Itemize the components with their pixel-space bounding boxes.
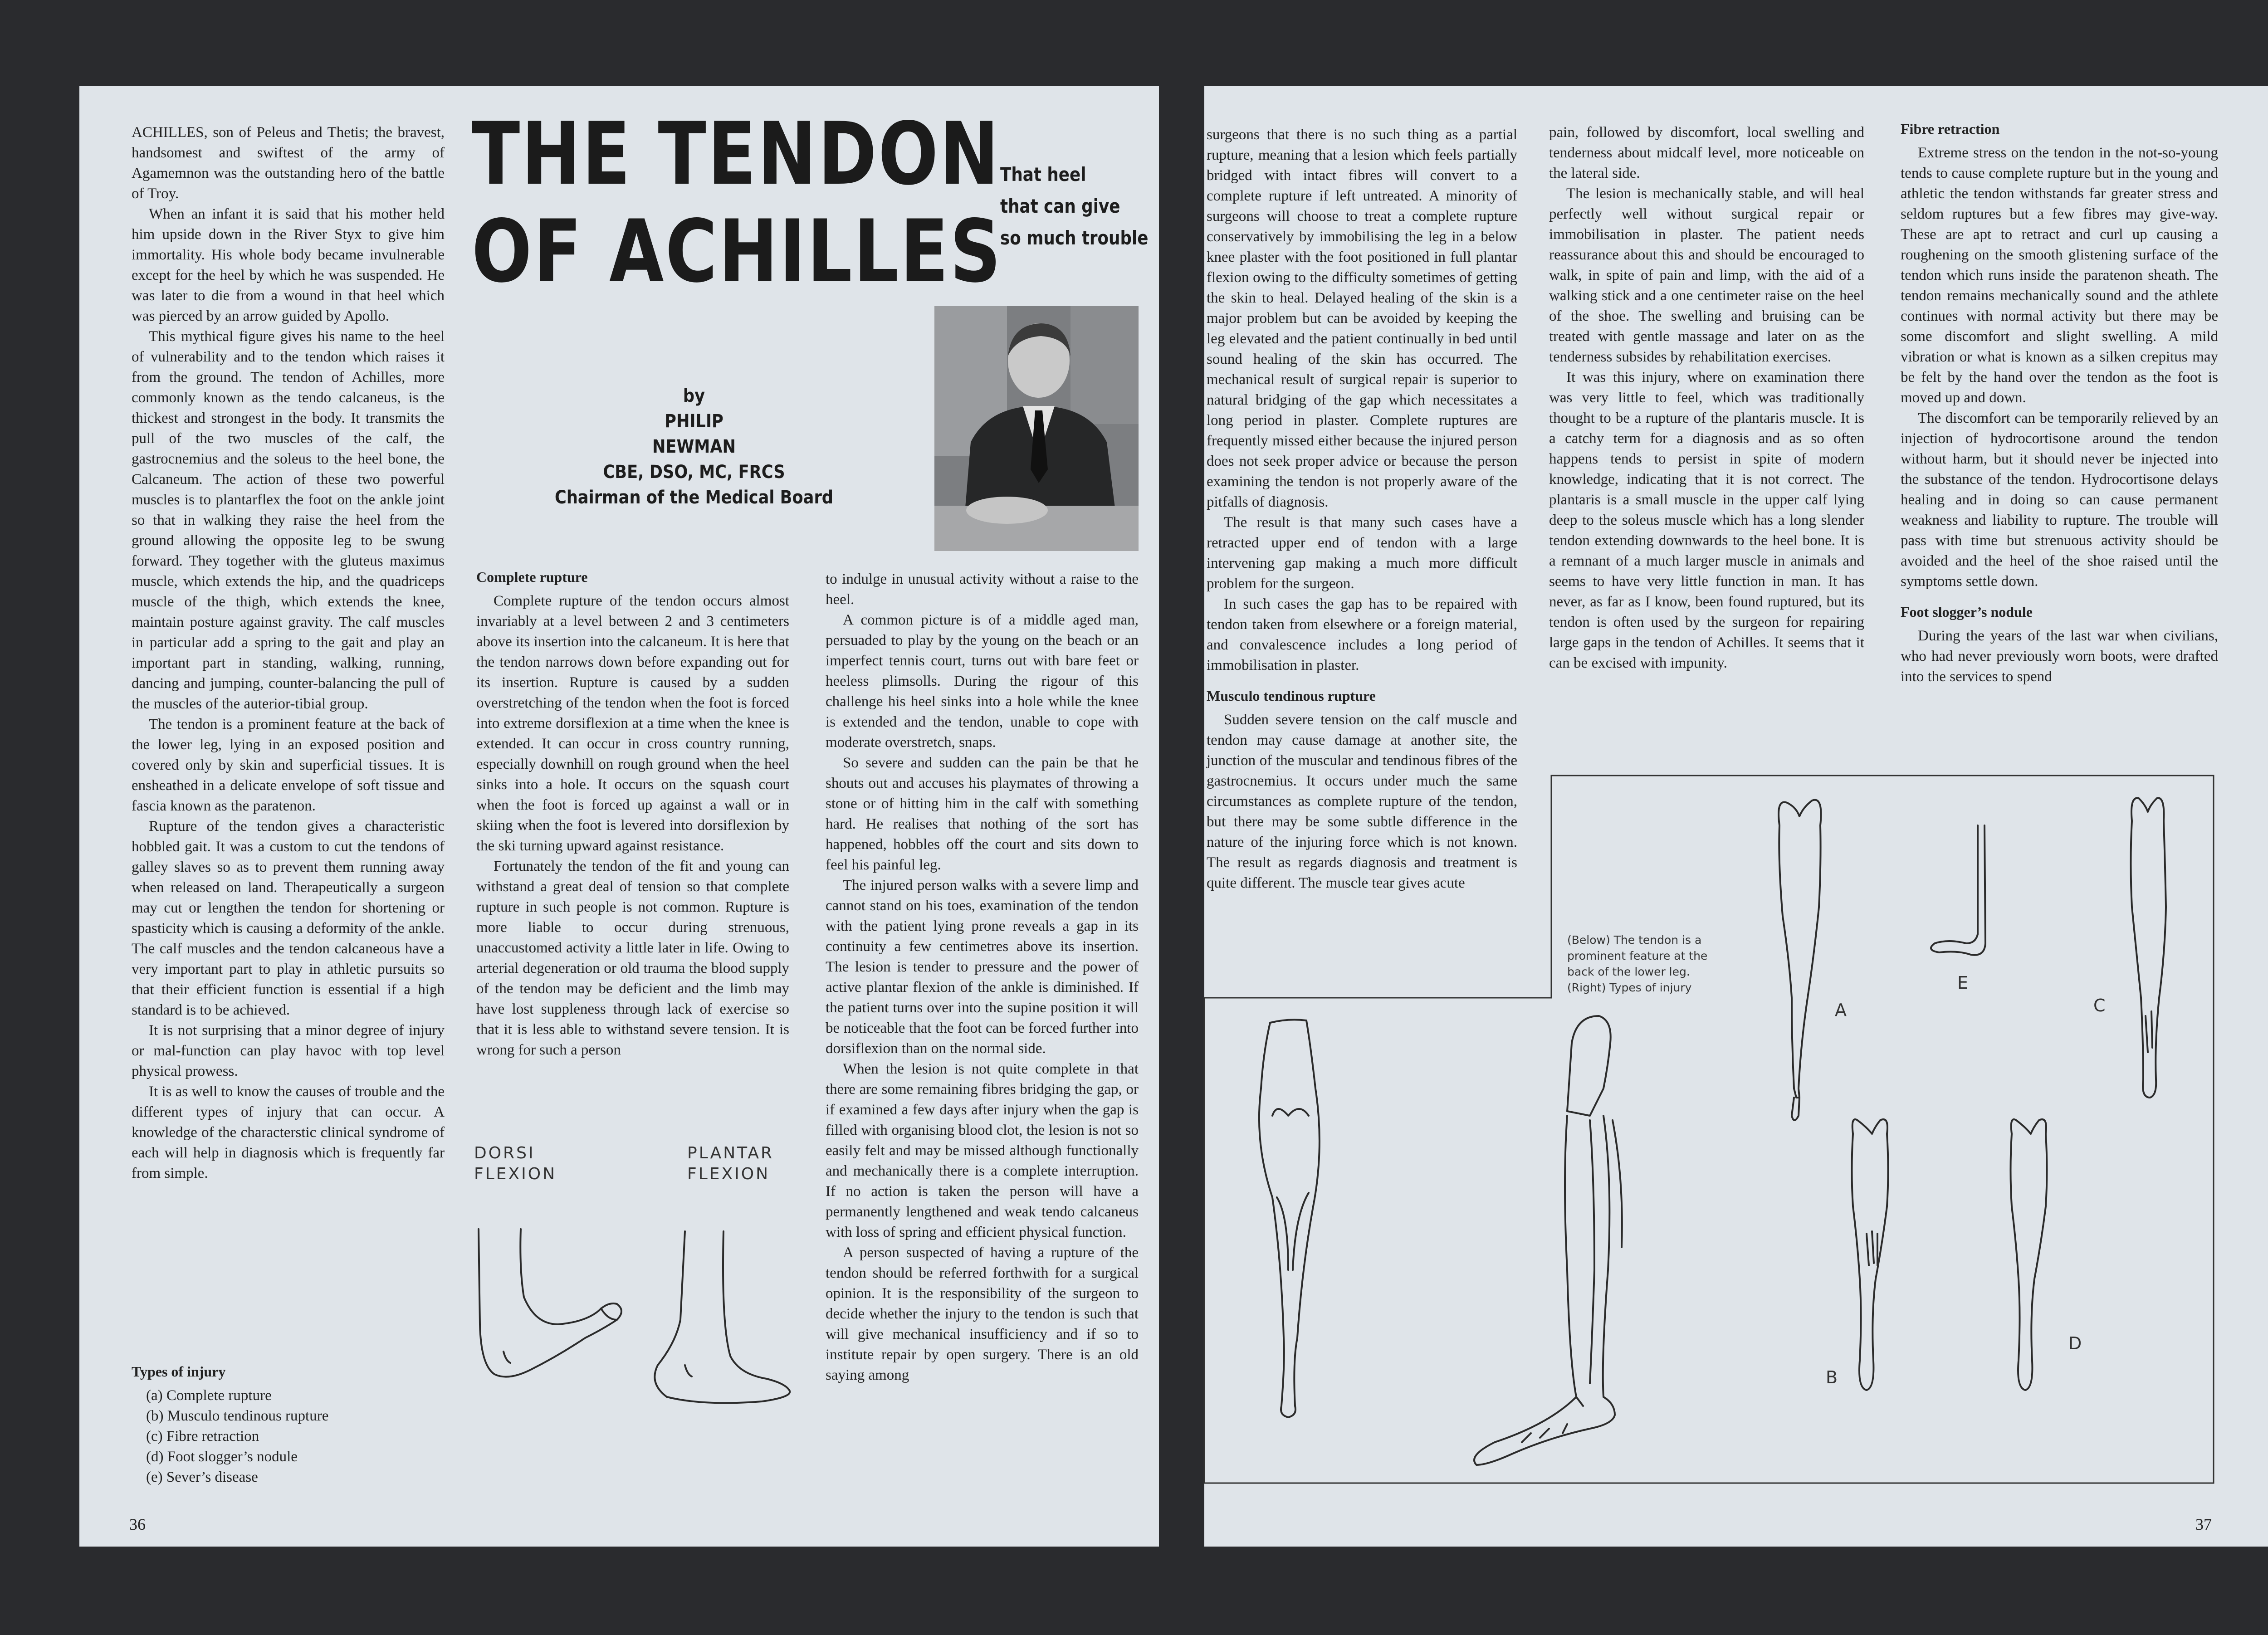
article-title-line1: THE TENDON [472,104,1001,204]
author-role: Chairman of the Medical Board [554,487,833,508]
sketch-label-line: PLANTAR [687,1144,774,1162]
paragraph: It was this injury, where on examination there was very little to feel, which was traditionally thought to be a rupture of the plantaris muscle. It is a catchy term for a diagnosis and as so often happens tends to persist in spite of modern knowledge, indicating that it is not correct. The plantaris is a small muscle in the upper calf lying deep to the soleus muscle which has a long slender tendon extending downwards to the heel bone. It is a remnant of a much larger muscle in animals and seems to have very little function in man. It has never, as far as I know, been found ruptured, but its tendon is often used by the surgeon for repairing large gaps in the tendon of Achilles. It seems that it can be excised with impunity. [1549,369,1864,671]
list-item: (d) Foot slogger’s nodule [146,1449,298,1465]
paragraph: This mythical figure gives his name to the heel of vulnerability and to the tendon which raises it from the ground. The tendon of Achilles, more commonly known as the tendo calcaneus, is the thickest and strongest in the body. It transmits the pull of the two muscles of the calf, the gastrocnemius and the soleus to the heel bone, the Calcaneum. The action of these two powerful muscles is to plantarflex the foot on the ankle joint so that in walking they raise the heel from the ground allowing the opposite leg to be swung forward. They together with the gluteus maximus muscle, which extends the hip, and the quadriceps muscle of the thigh, which extends the knee, maintain posture against gravity. The calf muscles in particular add a spring to the gait and play an important part in standing, walking, running, dancing and jumping, counter-balancing the pull of the muscles of the auterior-tibial group. [132,328,445,712]
author-photo [934,306,1139,551]
figure-label-c: C [2093,996,2106,1015]
paragraph: It is not surprising that a minor degree of injury or mal-function can play havoc with top level physical prowess. [132,1022,445,1079]
paragraph: It is as well to know the causes of trouble and the different types of injury that can occur. A knowledge of the characterstic clinical syndrome of each will help in diagnosis which is frequently far from simple. [132,1083,445,1181]
caption-line: (Below) The tendon is a [1567,933,1702,947]
section-heading: Foot slogger’s nodule [1901,604,2033,620]
leg-drawings [1204,771,2268,1483]
article-subhead [1000,159,1154,254]
left-column-3 [826,569,1139,1386]
paragraph: The discomfort can be temporarily relieved by an injection of hydrocortisone around the tendon without harm, but it should never be injected into the substance of the tendon. Hydrocortisone delays healing and in doing so can cause permanent weakness and liability to rupture. The trouble will pass with time but strenuous activity should be avoided and the heel of the shoe raised until the symptoms settle down. [1901,410,2218,590]
caption-line: (Right) Types of injury [1567,981,1692,994]
paragraph: When an infant it is said that his mother held him upside down in the River Styx to give him immortality. His whole body became invulnerable except for the heel by which he was suspended. He was later to die from a wound in that heel which was pierced by an arrow guided by Apollo. [132,206,445,324]
paragraph: A common picture is of a middle aged man, persuaded to play by the young on the beach or an imperfect tennis court, turns out with bare feet or heeless plimsolls. During the rigour of this challenge his heel sinks into a hole while the knee is extended and the tendon, unable to cope with moderate overstretch, snaps. [826,612,1139,751]
figure-label-e: E [1957,973,1969,993]
sketch-label-line: FLEXION [474,1165,557,1183]
figure-label-b: B [1826,1367,1838,1387]
paragraph: ACHILLES, son of Peleus and Thetis; the bravest, handsomest and swiftest of the army of Agamemnon was the outstanding hero of the battle of Troy. [132,124,445,202]
author-name: NEWMAN [652,436,736,457]
right-column-2 [1549,122,1864,674]
list-item: (b) Musculo tendinous rupture [146,1408,329,1424]
section-heading: Musculo tendinous rupture [1207,688,1376,704]
author-byline [554,383,834,510]
foot-sketch [467,1206,803,1479]
section-heading: Complete rupture [476,569,588,585]
left-column-1 [132,122,445,1184]
paragraph: pain, followed by discomfort, local swelling and tenderness about midcalf level, more noticeable on the lateral side. [1549,124,1864,181]
author-name: PHILIP [665,411,723,432]
subhead-line: so much trouble [1000,227,1149,249]
caption-line: back of the lower leg. [1567,965,1690,978]
section-heading: Fibre retraction [1901,121,2000,137]
byline-by: by [683,386,705,406]
sketch-label-dorsiflexion [474,1143,557,1185]
paragraph: In such cases the gap has to be repaired with tendon taken from elsewhere or a foreign material, and convalescence includes a long period of immobilisation in plaster. [1207,596,1517,674]
types-of-injury [132,1352,445,1488]
paragraph: Rupture of the tendon gives a characteristic hobbled gait. It was a custom to cut the tendons of galley slaves so as to prevent them running away when released on land. Therapeutically a surgeon may cut or lengthen the tendon for shortening or spasticity which is causing a deformity of the ankle. The calf muscles and the tendon calcaneous have a very important part to play in athletic pursuits so that their efficient function is essential if a high standard is to be achieved. [132,818,445,1018]
paragraph: The lesion is mechanically stable, and will heal perfectly well without surgical repair or immobilisation in plaster. The patient needs reassurance about this and should be encouraged to walk, in spite of pain and limp, with the aid of a walking stick and a one centimeter raise on the heel of the shoe. The swelling and bruising can be treated with gentle massage and later on as the tenderness subsides by rehabilitation exercises. [1549,185,1864,365]
paragraph: A person suspected of having a rupture of the tendon should be referred forthwith for a surgical opinion. It is the responsibility of the surgeon to decide whether the injury to the tendon is such that will give mechanical insufficiency and if so to institute repair by open surgery. There is an old saying among [826,1245,1139,1383]
left-column-2 [476,567,789,1060]
list-item: (a) Complete rupture [146,1387,272,1404]
paragraph: Fortunately the tendon of the fit and young can withstand a great deal of tension so that complete rupture in such people is not common. Rupture is more liable to occur during strenuous, unaccustomed activity a little later in life. Owing to arterial degeneration or old trauma the blood supply of the tendon may be deficient and the limb may have lost suppleness through lack of exercise so that it is less able to withstand severe tension. It is wrong for such a person [476,858,789,1058]
sketch-label-plantarflexion [687,1143,774,1185]
page-number-left: 36 [129,1515,146,1533]
article-title-line2: OF ACHILLES [472,201,1002,302]
list-item: (c) Fibre retraction [146,1428,259,1445]
paragraph: During the years of the last war when civilians, who had never previously worn boots, were drafted into the services to spend [1901,628,2218,685]
page-number-right: 37 [2195,1515,2212,1533]
paragraph: to indulge in unusual activity without a raise to the heel. [826,571,1139,608]
author-honours: CBE, DSO, MC, FRCS [603,462,785,483]
paragraph: The result is that many such cases have a retracted upper end of tendon with a large intervening gap making a much more difficult problem for the surgeon. [1207,514,1517,592]
paragraph: Complete rupture of the tendon occurs almost invariably at a level between 2 and 3 centimeters above its insertion into the calcaneum. It is here that the tendon narrows down before expanding out for its insertion. Rupture is caused by a sudden overstretching of the tendon when the foot is forced into extreme dorsiflexion at a time when the knee is extended. It can occur in cross country running, especially downhill on rough ground when the heel sinks into a hole. It occurs on the squash court when the foot is forced up against a wall or in skiing when the foot is levered into dorsiflexion by the ski turning upward against resistance. [476,593,789,854]
paragraph: Extreme stress on the tendon in the not-so-young tends to cause complete rupture but in the young and athletic the tendon withstands far greater stress and seldom ruptures but a few fibres may give-way. These are apt to retract and curl up causing a roughening on the smooth glistening surface of the tendon which runs inside the paratenon sheath. The tendon remains mechanically sound and the athlete continues with normal activity but there may be some discomfort and slight swelling. A mild vibration or what is known as a silken crepitus may be felt by the hand over the tendon as the foot is moved up and down. [1901,145,2218,406]
paragraph: So severe and sudden can the pain be that he shouts out and accuses his playmates of throwing a stone or of hitting him in the calf with something hard. He realises that nothing of the sort has happened, hobbles off the court and sits down to feel his painful leg. [826,755,1139,873]
caption-line: prominent feature at the [1567,949,1708,962]
figure-label-d: D [2068,1333,2082,1353]
list-item: (e) Sever’s disease [146,1469,258,1485]
paragraph: Sudden severe tension on the calf muscle and tendon may cause damage at another site, the junction of the muscular and tendinous fibres of the gastrocnemius. It occurs under much the same circumstances as complete rupture of the tendon, but there may be some subtle difference in the nature of the injuring force which is not known. The result as regards diagnosis and treatment is quite different. The muscle tear gives acute [1207,712,1517,891]
right-column-3 [1901,119,2218,687]
figure-label-a: A [1835,1000,1847,1020]
subhead-line: That heel [1000,163,1086,185]
types-heading: Types of injury [132,1363,226,1380]
subhead-line: that can give [1000,195,1120,217]
paragraph: The tendon is a prominent feature at the back of the lower leg, lying in an exposed position and covered only by skin and superficial tissues. It is ensheathed in a delicate envelope of soft tissue and fascia known as the paratenon. [132,716,445,814]
sketch-label-line: DORSI [474,1144,535,1162]
paragraph: The injured person walks with a severe limp and cannot stand on his toes, examination of the tendon with the patient lying prone reveals a gap in its continuity a few centimetres above its insertion. The lesion is tender to pressure and the power of active plantar flexion of the ankle is diminished. If the patient turns over into the supine position it will be noticeable that the foot can be forced further into dorsiflexion than on the normal side. [826,877,1139,1057]
sketch-label-line: FLEXION [687,1165,770,1183]
paragraph: surgeons that there is no such thing as a partial rupture, meaning that a lesion which feels partially bridged with intact fibres will convert to a complete rupture if left untreated. A minority of surgeons will choose to treat a complete rupture conservatively by immobilising the leg in a below knee plaster with the foot positioned in full plantar flexion owing to the difficulty sometimes of getting the skin to heal. Delayed healing of the skin is a major problem but can be avoided by keeping the leg elevated and the patient continually in bed until sound healing of the skin has occurred. The mechanical result of surgical repair is superior to natural bridging of the gap which necessitates a long period in plaster. Complete ruptures are frequently missed either because the injured person does not seek proper advice or because the person examining the tendon is not properly aware of the pitfalls of diagnosis. [1207,127,1517,510]
paragraph: When the lesion is not quite complete in that there are some remaining fibres bridging the gap, or if examined a few days after injury when the gap is filled with organising blood clot, the lesion is not so easily felt and may be missed although functionally and mechanically there is a complete interruption. If no action is taken the person will have a permanently lengthened and weak tendo calcaneus with loss of spring and efficient physical function. [826,1061,1139,1240]
